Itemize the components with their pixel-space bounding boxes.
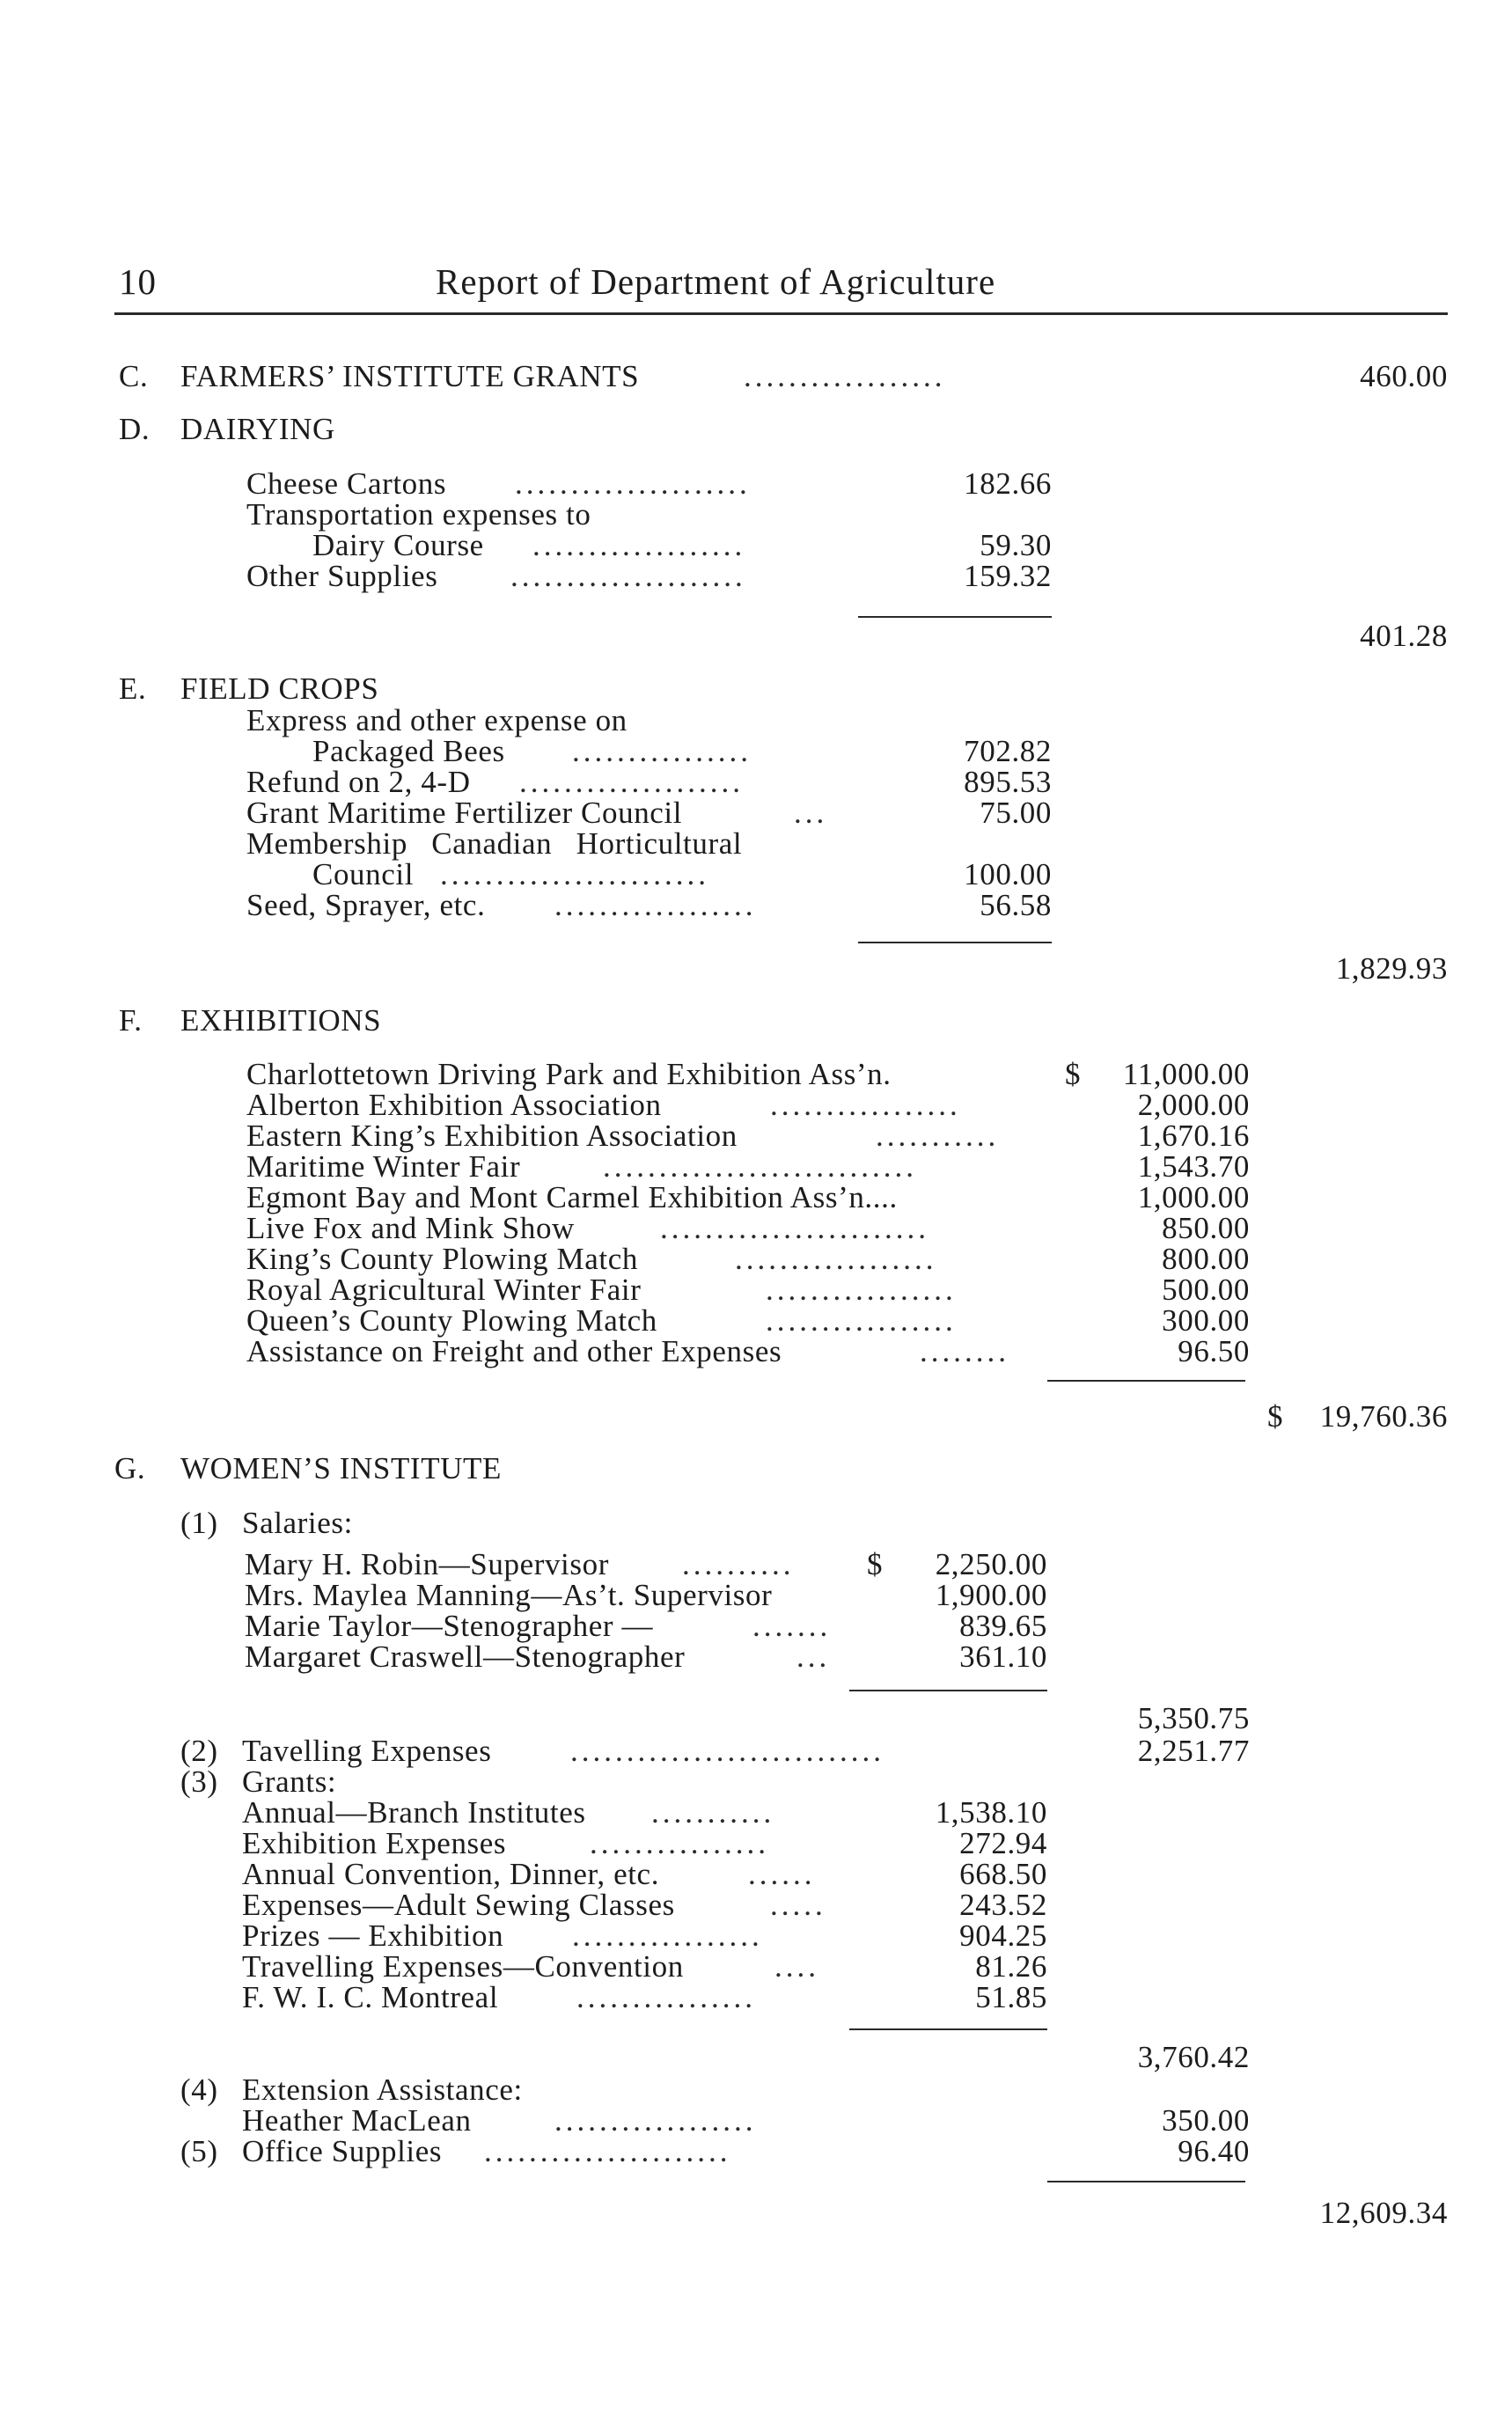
line-item-amount: 1,900.00 — [935, 1578, 1047, 1612]
line-item-label: Seed, Sprayer, etc. — [246, 888, 486, 922]
line-item-amount: 2,250.00 — [935, 1547, 1047, 1581]
line-item-label: Marie Taylor—Stenographer — — [245, 1609, 654, 1643]
line-item-label: Expenses—Adult Sewing Classes — [242, 1888, 675, 1922]
dot-leader: .......... — [682, 1547, 795, 1581]
line-item-label: Royal Agricultural Winter Fair — [246, 1273, 642, 1307]
dot-leader: .................. — [554, 2103, 757, 2138]
line-item-label: Alberton Exhibition Association — [246, 1088, 662, 1122]
page-number: 10 — [119, 261, 157, 302]
line-item-label: Travelling Expenses—Convention — [242, 1949, 684, 1984]
line-item-label: Live Fox and Mink Show — [246, 1211, 575, 1245]
dot-leader: ........................ — [440, 857, 709, 891]
subtotal-rule — [849, 2028, 1047, 2030]
dot-leader: ................ — [576, 1980, 756, 2014]
dot-leader: ................ — [590, 1826, 769, 1860]
dot-leader: .................... — [519, 765, 744, 799]
section-g-total: 12,609.34 — [1319, 2196, 1448, 2230]
dot-leader: ..................... — [515, 466, 751, 501]
line-item-amount: 272.94 — [959, 1826, 1047, 1860]
line-item-label: Maritime Winter Fair — [246, 1149, 521, 1184]
line-item-label: Mary H. Robin—Supervisor — [245, 1547, 609, 1581]
line-item-amount: 1,000.00 — [1137, 1180, 1250, 1214]
line-item-amount: 96.50 — [1178, 1334, 1250, 1368]
line-item-amount: 159.32 — [964, 559, 1052, 593]
dot-leader: ..................... — [510, 559, 746, 593]
line-item-label: King’s County Plowing Match — [246, 1242, 638, 1276]
line-item-label: Cheese Cartons — [246, 466, 447, 501]
line-item-amount: 300.00 — [1162, 1303, 1250, 1338]
dot-leader: .... — [774, 1949, 819, 1984]
dot-leader: ...... — [748, 1857, 816, 1891]
line-item-amount: 96.40 — [1178, 2134, 1250, 2168]
line-item-amount: 2,251.77 — [1137, 1734, 1250, 1768]
section-d-letter: D. — [119, 412, 150, 446]
section-f-title: EXHIBITIONS — [180, 1003, 382, 1038]
item-number: (3) — [180, 1764, 218, 1799]
section-d-title: DAIRYING — [180, 412, 335, 446]
header-rule — [114, 312, 1448, 315]
line-item-label: Eastern King’s Exhibition Association — [246, 1119, 738, 1153]
line-item-label: Membership Canadian Horticultural — [246, 826, 743, 861]
dot-leader: ... — [794, 796, 828, 830]
subtotal-rule — [858, 616, 1052, 618]
line-item-label: Dairy Course — [312, 528, 484, 562]
line-item-label: F. W. I. C. Montreal — [242, 1980, 499, 2014]
line-item-label: Tavelling Expenses — [242, 1734, 492, 1768]
line-item-label: Grant Maritime Fertilizer Council — [246, 796, 683, 830]
item-number: (5) — [180, 2134, 218, 2168]
line-item-amount: 800.00 — [1162, 1242, 1250, 1276]
subtotal-rule — [858, 942, 1052, 943]
section-d-total: 401.28 — [1360, 619, 1448, 653]
dot-leader: ..... — [770, 1888, 826, 1922]
dot-leader: ................. — [766, 1273, 957, 1307]
subtotal-rule — [1047, 2181, 1245, 2182]
line-item-amount: 56.58 — [980, 888, 1052, 922]
line-item-amount: 81.26 — [975, 1949, 1047, 1984]
line-item-amount: 1,543.70 — [1137, 1149, 1250, 1184]
subtotal-rule — [849, 1690, 1047, 1691]
dot-leader: .................. — [744, 359, 946, 393]
line-item-amount: 839.65 — [959, 1609, 1047, 1643]
line-item-label: Council — [312, 857, 415, 891]
item-number: (2) — [180, 1734, 218, 1768]
section-g-letter: G. — [114, 1451, 146, 1485]
line-item-amount: 100.00 — [964, 857, 1052, 891]
line-item-amount: 350.00 — [1162, 2103, 1250, 2138]
section-e-letter: E. — [119, 671, 147, 706]
dot-leader: ............................ — [603, 1149, 917, 1184]
line-item-amount: 243.52 — [959, 1888, 1047, 1922]
line-item-label: Transportation expenses to — [246, 497, 591, 532]
subsection-label: Grants: — [242, 1764, 337, 1799]
line-item-label: Express and other expense on — [246, 703, 628, 737]
dot-leader: ...................... — [484, 2134, 731, 2168]
line-item-amount: 895.53 — [964, 765, 1052, 799]
line-item-label: Prizes — Exhibition — [242, 1918, 504, 1953]
section-c-total: 460.00 — [1360, 359, 1448, 393]
subtotal-rule — [1047, 1380, 1245, 1382]
line-item-amount: 2,000.00 — [1137, 1088, 1250, 1122]
dot-leader: .................. — [554, 888, 757, 922]
line-item-amount: 11,000.00 — [1122, 1057, 1250, 1091]
line-item-amount: 51.85 — [975, 1980, 1047, 2014]
page-title: Report of Department of Agriculture — [436, 261, 996, 302]
line-item-amount: 1,538.10 — [935, 1795, 1047, 1830]
dollar-sign: $ — [867, 1547, 884, 1581]
section-c-letter: C. — [119, 359, 149, 393]
line-item-amount: 59.30 — [980, 528, 1052, 562]
subtotal-amount: 5,350.75 — [1137, 1701, 1250, 1735]
line-item-amount: 850.00 — [1162, 1211, 1250, 1245]
line-item-label: Office Supplies — [242, 2134, 443, 2168]
dot-leader: ........... — [876, 1119, 1000, 1153]
dollar-sign: $ — [1267, 1399, 1284, 1434]
line-item-amount: 361.10 — [959, 1639, 1047, 1674]
line-item-label: Assistance on Freight and other Expenses — [246, 1334, 782, 1368]
dot-leader: ................. — [572, 1918, 763, 1953]
dot-leader: ................. — [770, 1088, 961, 1122]
dot-leader: .................. — [735, 1242, 937, 1276]
line-item-label: Margaret Craswell—Stenographer — [245, 1639, 686, 1674]
line-item-label: Exhibition Expenses — [242, 1826, 507, 1860]
subtotal-amount: 3,760.42 — [1137, 2040, 1250, 2074]
line-item-amount: 904.25 — [959, 1918, 1047, 1953]
line-item-label: Annual—Branch Institutes — [242, 1795, 586, 1830]
dot-leader: ........ — [920, 1334, 1009, 1368]
dot-leader: ................ — [572, 734, 752, 768]
section-g-title: WOMEN’S INSTITUTE — [180, 1451, 503, 1485]
section-f-letter: F. — [119, 1003, 143, 1038]
dollar-sign: $ — [1065, 1057, 1082, 1091]
item-number: (4) — [180, 2072, 218, 2107]
section-e-title: FIELD CROPS — [180, 671, 379, 706]
line-item-amount: 75.00 — [980, 796, 1052, 830]
dot-leader: ........... — [651, 1795, 775, 1830]
dot-leader: ... — [796, 1639, 831, 1674]
line-item-label: Refund on 2, 4-D — [246, 765, 471, 799]
line-item-label: Annual Convention, Dinner, etc. — [242, 1857, 660, 1891]
line-item-amount: 1,670.16 — [1137, 1119, 1250, 1153]
line-item-label: Mrs. Maylea Manning—As’t. Supervisor — [245, 1578, 773, 1612]
dot-leader: ........................ — [660, 1211, 929, 1245]
dot-leader: ....... — [752, 1609, 832, 1643]
dot-leader: ................. — [766, 1303, 957, 1338]
subsection-label: Extension Assistance: — [242, 2072, 523, 2107]
line-item-amount: 500.00 — [1162, 1273, 1250, 1307]
section-e-total: 1,829.93 — [1335, 951, 1448, 986]
line-item-amount: 702.82 — [964, 734, 1052, 768]
line-item-amount: 668.50 — [959, 1857, 1047, 1891]
line-item-label: Queen’s County Plowing Match — [246, 1303, 657, 1338]
subsection-label: Salaries: — [242, 1506, 353, 1540]
section-c-title: FARMERS’ INSTITUTE GRANTS — [180, 359, 640, 393]
line-item-label: Other Supplies — [246, 559, 438, 593]
line-item-label: Charlottetown Driving Park and Exhibition Ass’n. — [246, 1057, 892, 1091]
item-number: (1) — [180, 1506, 218, 1540]
section-f-total: 19,760.36 — [1319, 1399, 1448, 1434]
line-item-label: Packaged Bees — [312, 734, 505, 768]
dot-leader: ............................ — [570, 1734, 884, 1768]
line-item-label: Heather MacLean — [242, 2103, 472, 2138]
dot-leader: ................... — [532, 528, 746, 562]
line-item-amount: 182.66 — [964, 466, 1052, 501]
line-item-label: Egmont Bay and Mont Carmel Exhibition Ass’n.... — [246, 1180, 898, 1214]
